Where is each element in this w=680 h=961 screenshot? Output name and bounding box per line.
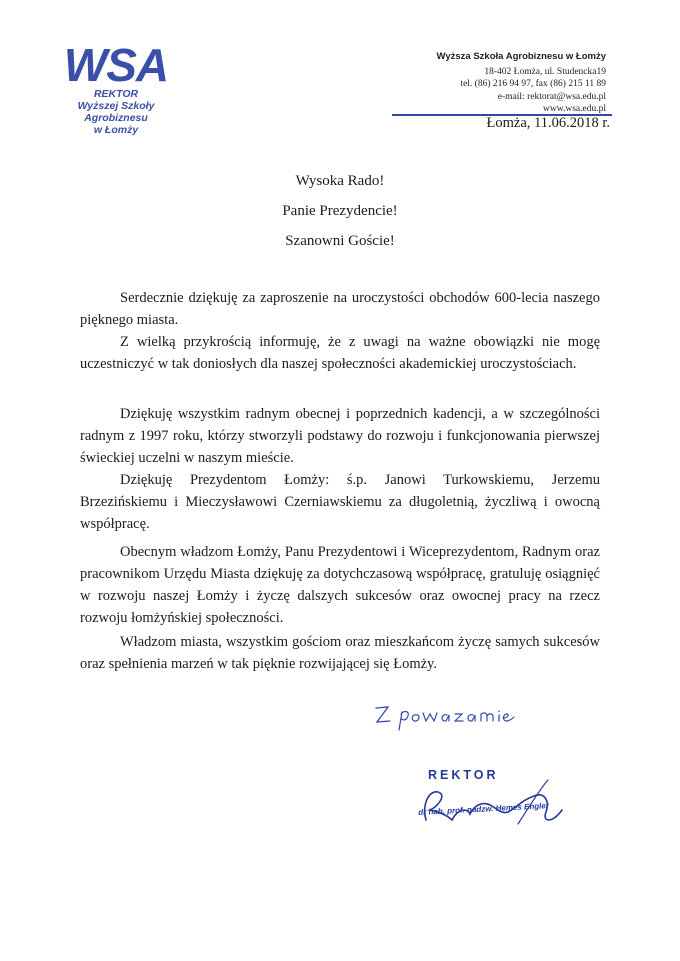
contact-phone: tel. (86) 216 94 97, fax (86) 215 11 89: [460, 79, 606, 89]
body-paragraph: Serdecznie dziękuję za zaproszenie na uroczystości obchodów 600-lecia naszego pięknego miasta.: [80, 290, 600, 328]
contact-address: 18-402 Łomża, ul. Studencka19: [484, 66, 606, 77]
contact-email: e-mail: rektorat@wsa.edu.pl: [497, 91, 606, 102]
logo-title-line3: w Łomży: [93, 124, 139, 136]
contact-web: www.wsa.edu.pl: [543, 104, 606, 114]
body-paragraph: Władzom miasta, wszystkim gościom oraz mieszkańcom życzę samych sukcesów oraz spełnienia marzeń w tak pięknie rozwijającej się Łomży.: [80, 634, 600, 672]
contact-org: Wyższa Szkoła Agrobiznesu w Łomży: [436, 51, 606, 62]
handwritten-closing: [372, 700, 522, 732]
stamp-title: REKTOR: [428, 768, 499, 782]
body-paragraph: Dziękuję wszystkim radnym obecnej i poprzednich kadencji, a w szczególności radnym z 1997 roku, którzy stworzyli podstawy do rozwoju i funkcjonowania pierwszej świeckiej uczelni w naszym mieście.: [80, 406, 600, 466]
signer-name: dr hab. prof. nadzw. Hemes Engler: [418, 801, 550, 817]
body-paragraph: Z wielką przykrością informuję, że z uwagi na ważne obowiązki nie mogę uczestniczyć w tak doniosłych dla naszej społeczności akademickiej uroczystościach.: [80, 334, 600, 372]
body-paragraph: Dziękuję Prezydentom Łomży: ś.p. Janowi Turkowskiemu, Jerzemu Brzezińskiemu i Mieczysławowi Czerniawskiemu za długoletnią, życzliwą i owocną współpracę.: [80, 472, 600, 532]
logo-title-line1: REKTOR: [93, 88, 139, 100]
contact-block: [437, 51, 606, 116]
logo-mark: WSA: [63, 39, 169, 91]
greeting-line: Panie Prezydencie!: [282, 203, 398, 219]
body-paragraph: Obecnym władzom Łomży, Panu Prezydentowi i Wiceprezydentom, Radnym oraz pracownikom Urzędu Miasta dziękuję za dotychczasową współpracę, gratuluję osiągnięć w rozwoju naszej Łomży i życzę dalszych sukcesów oraz owocnej pracy na rzecz rozwoju łomżyńskiej społeczności.: [80, 544, 600, 626]
logo-title-line2: Wyższej Szkoły Agrobiznesu: [77, 100, 155, 124]
letter-date: Łomża, 11.06.2018 r.: [486, 115, 610, 131]
wsa-logo: [46, 39, 186, 136]
greeting-line: Wysoka Rado!: [295, 173, 385, 189]
greeting-line: Szanowni Goście!: [285, 233, 395, 249]
